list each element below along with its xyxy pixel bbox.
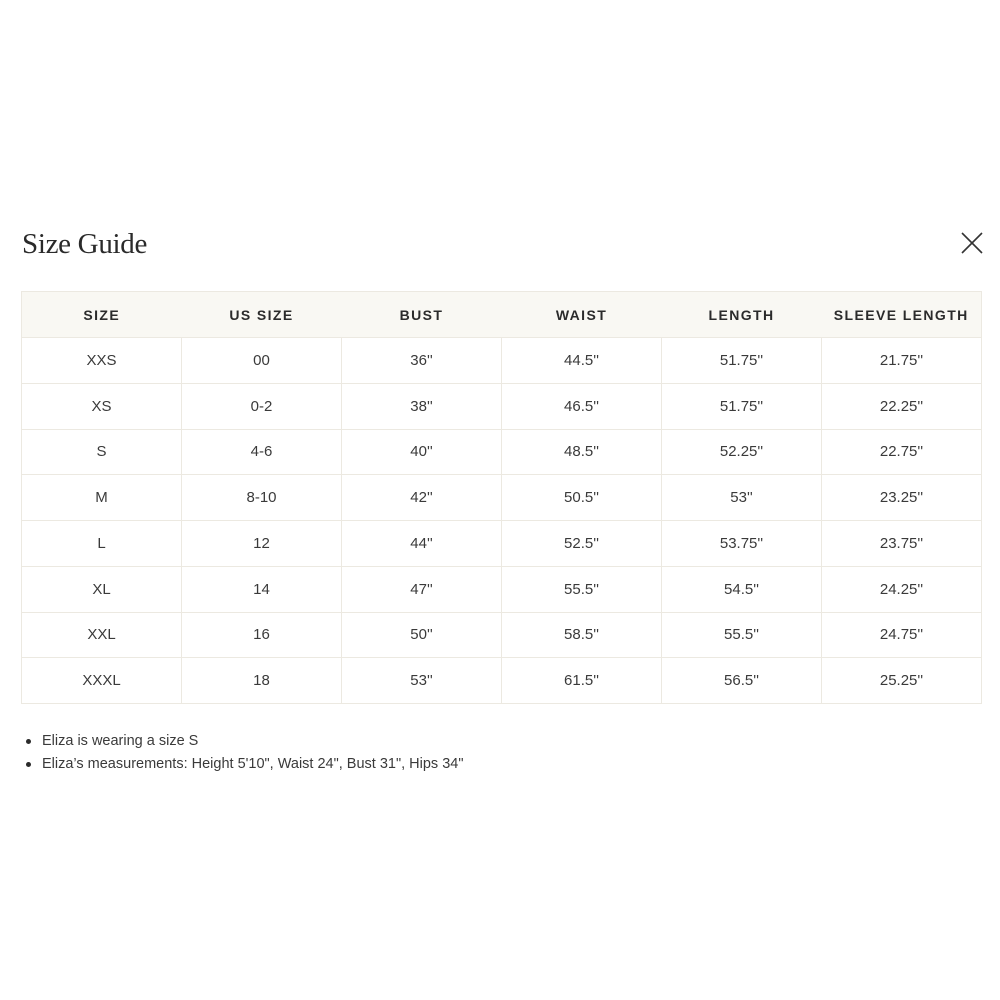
cell-bust: 40'' xyxy=(342,429,502,475)
cell-length: 55.5'' xyxy=(662,612,822,658)
cell-length: 51.75'' xyxy=(662,383,822,429)
column-header-size: SIZE xyxy=(22,292,182,338)
cell-length: 51.75'' xyxy=(662,338,822,384)
cell-bust: 50'' xyxy=(342,612,502,658)
cell-sleeve-length: 22.75'' xyxy=(822,429,982,475)
cell-us-size: 14 xyxy=(182,566,342,612)
cell-waist: 44.5'' xyxy=(502,338,662,384)
cell-us-size: 8-10 xyxy=(182,475,342,521)
cell-bust: 36'' xyxy=(342,338,502,384)
cell-bust: 47'' xyxy=(342,566,502,612)
cell-bust: 44'' xyxy=(342,521,502,567)
size-table-header xyxy=(22,292,982,338)
cell-us-size: 12 xyxy=(182,521,342,567)
column-header-bust: BUST xyxy=(342,292,502,338)
table-row xyxy=(22,612,982,658)
header-row xyxy=(22,292,982,338)
cell-sleeve-length: 24.75'' xyxy=(822,612,982,658)
column-header-waist: WAIST xyxy=(502,292,662,338)
table-row xyxy=(22,521,982,567)
cell-sleeve-length: 23.25'' xyxy=(822,475,982,521)
cell-sleeve-length: 24.25'' xyxy=(822,566,982,612)
list-item xyxy=(22,753,464,776)
cell-size: M xyxy=(22,475,182,521)
cell-length: 52.25'' xyxy=(662,429,822,475)
column-header-length: LENGTH xyxy=(662,292,822,338)
cell-waist: 61.5'' xyxy=(502,658,662,704)
cell-waist: 50.5'' xyxy=(502,475,662,521)
cell-length: 53'' xyxy=(662,475,822,521)
cell-size: S xyxy=(22,429,182,475)
close-icon xyxy=(960,231,984,255)
table-row xyxy=(22,338,982,384)
cell-waist: 48.5'' xyxy=(502,429,662,475)
cell-sleeve-length: 22.25'' xyxy=(822,383,982,429)
cell-size: XXL xyxy=(22,612,182,658)
list-item xyxy=(22,730,464,753)
table-row xyxy=(22,475,982,521)
table-row xyxy=(22,429,982,475)
cell-sleeve-length: 25.25'' xyxy=(822,658,982,704)
cell-waist: 58.5'' xyxy=(502,612,662,658)
cell-bust: 38'' xyxy=(342,383,502,429)
table-row xyxy=(22,566,982,612)
cell-waist: 52.5'' xyxy=(502,521,662,567)
cell-waist: 55.5'' xyxy=(502,566,662,612)
size-table-body xyxy=(22,338,982,704)
bullet-icon xyxy=(26,762,31,767)
cell-us-size: 18 xyxy=(182,658,342,704)
cell-us-size: 4-6 xyxy=(182,429,342,475)
cell-bust: 53'' xyxy=(342,658,502,704)
cell-size: XS xyxy=(22,383,182,429)
cell-length: 53.75'' xyxy=(662,521,822,567)
bullet-icon xyxy=(26,739,31,744)
close-button[interactable] xyxy=(956,227,988,259)
cell-waist: 46.5'' xyxy=(502,383,662,429)
table-row xyxy=(22,658,982,704)
column-header-sleeve-length: SLEEVE LENGTH xyxy=(822,292,982,338)
cell-us-size: 16 xyxy=(182,612,342,658)
cell-bust: 42'' xyxy=(342,475,502,521)
column-header-us-size: US SIZE xyxy=(182,292,342,338)
cell-size: XL xyxy=(22,566,182,612)
note-text: Eliza is wearing a size S xyxy=(42,733,199,749)
cell-size: XXXL xyxy=(22,658,182,704)
cell-size: L xyxy=(22,521,182,567)
cell-length: 56.5'' xyxy=(662,658,822,704)
cell-size: XXS xyxy=(22,338,182,384)
modal-title: Size Guide xyxy=(22,228,148,260)
cell-us-size: 00 xyxy=(182,338,342,384)
model-notes-list xyxy=(22,730,464,776)
table-row xyxy=(22,383,982,429)
note-text: Eliza’s measurements: Height 5'10", Waist 24", Bust 31", Hips 34" xyxy=(42,756,464,772)
cell-sleeve-length: 21.75'' xyxy=(822,338,982,384)
size-table xyxy=(21,291,982,704)
cell-us-size: 0-2 xyxy=(182,383,342,429)
cell-sleeve-length: 23.75'' xyxy=(822,521,982,567)
cell-length: 54.5'' xyxy=(662,566,822,612)
